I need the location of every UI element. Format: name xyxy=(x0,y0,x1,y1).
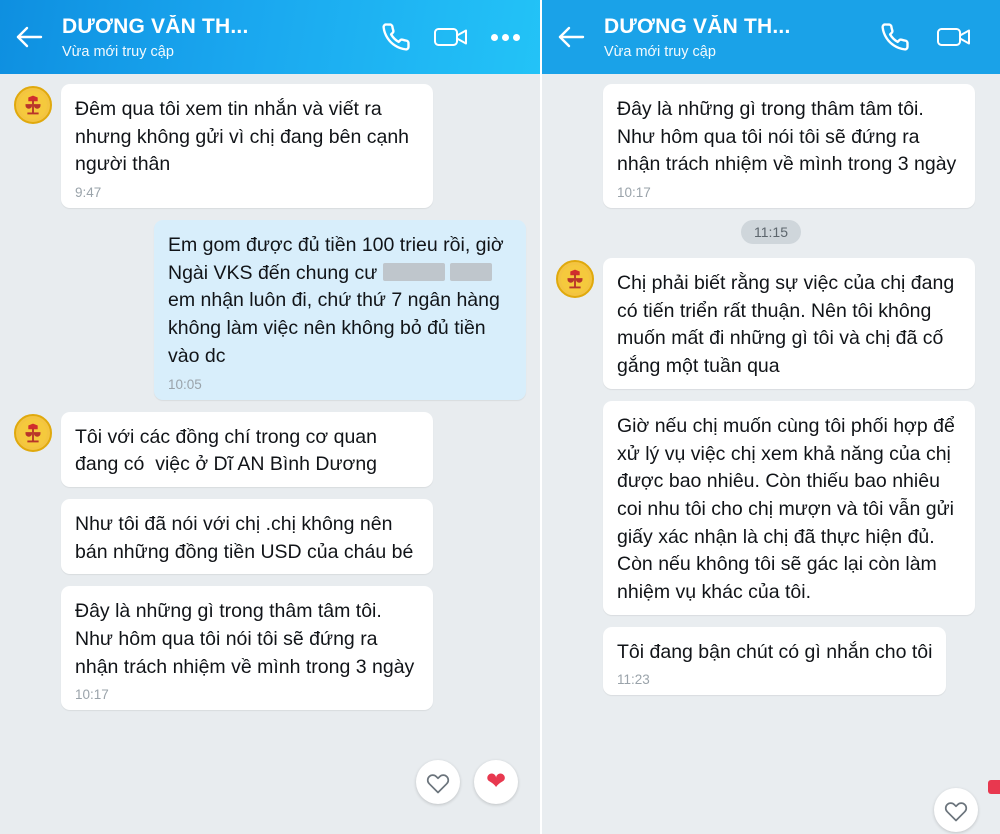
contact-status: Vừa mới truy cập xyxy=(604,43,716,60)
message-text-part1: Em gom được đủ tiền 100 trieu rồi, giờ Ngài VKS đến chung cư xyxy=(168,234,510,284)
avatar xyxy=(14,414,52,452)
message-row xyxy=(556,401,986,615)
message-row xyxy=(14,220,526,399)
redacted-block xyxy=(383,263,445,281)
message-text: Giờ nếu chị muốn cùng tôi phối hợp để xử lý vụ việc chị xem khả năng của chị được bao nhiêu. Còn thiếu bao nhiêu coi nhu tôi cho chị mượn và tôi vẫn gửi giấy xác nhận là chị đã thực hiện đủ. Còn nếu không tôi sẽ gác lại còn làm nhiệm vụ khác của tôi. xyxy=(617,414,961,603)
message-time: 9:47 xyxy=(75,185,102,201)
reaction-buttons xyxy=(934,788,978,832)
message-text: Như tôi đã nói với chị .chị không nên bán những đồng tiền USD của cháu bé xyxy=(75,512,414,563)
message-row xyxy=(556,84,986,208)
message-text: Tôi với các đồng chí trong cơ quan đang có việc ở Dĩ AN Bình Dương xyxy=(75,425,383,476)
back-arrow-icon[interactable] xyxy=(556,25,596,49)
message-row xyxy=(14,84,526,208)
more-options-icon[interactable] xyxy=(491,34,520,41)
left-chat-header xyxy=(0,0,540,74)
left-header-actions xyxy=(381,22,526,52)
right-header-titles xyxy=(596,15,880,60)
message-bubble[interactable] xyxy=(603,401,975,615)
edge-reaction-marker xyxy=(988,780,1000,794)
heart-outline-icon[interactable] xyxy=(934,788,978,832)
right-phone-screen xyxy=(542,0,1000,834)
video-camera-icon[interactable] xyxy=(433,24,469,50)
heart-glyph: ❤ xyxy=(485,768,507,795)
reaction-buttons xyxy=(416,760,518,804)
video-camera-icon[interactable] xyxy=(936,24,972,50)
message-bubble[interactable] xyxy=(61,499,433,574)
message-text: Đây là những gì trong thâm tâm tôi. Như hôm qua tôi nói tôi sẽ đứng ra nhận trách nhiệm về mình trong 3 ngày xyxy=(75,600,415,678)
message-row xyxy=(556,627,986,696)
left-header-titles xyxy=(54,15,381,60)
message-bubble[interactable] xyxy=(603,258,975,389)
message-bubble-outgoing[interactable] xyxy=(154,220,526,399)
phone-icon[interactable] xyxy=(381,22,411,52)
message-time: 10:17 xyxy=(617,185,651,201)
right-message-list[interactable] xyxy=(542,74,1000,834)
phone-icon[interactable] xyxy=(880,22,910,52)
message-text: Đây là những gì trong thâm tâm tôi. Như hôm qua tôi nói tôi sẽ đứng ra nhận trách nhiệm về mình trong 3 ngày xyxy=(617,98,957,176)
message-bubble[interactable] xyxy=(603,84,975,208)
message-bubble[interactable] xyxy=(61,586,433,710)
contact-status: Vừa mới truy cập xyxy=(62,43,174,60)
message-row xyxy=(14,412,526,487)
message-row xyxy=(556,258,986,389)
redacted-block xyxy=(450,263,492,281)
message-row xyxy=(14,499,526,574)
message-bubble[interactable] xyxy=(61,84,433,208)
timestamp-divider xyxy=(556,220,986,244)
left-message-list[interactable] xyxy=(0,74,540,834)
heart-outline-icon[interactable] xyxy=(416,760,460,804)
avatar xyxy=(14,86,52,124)
message-time: 11:23 xyxy=(617,672,650,688)
message-row xyxy=(14,586,526,710)
avatar xyxy=(556,260,594,298)
heart-filled-icon[interactable] xyxy=(474,760,518,804)
message-bubble[interactable] xyxy=(603,627,946,696)
message-time: 10:17 xyxy=(75,687,109,703)
message-text xyxy=(168,232,512,370)
message-time: 10:05 xyxy=(168,376,202,392)
message-bubble[interactable] xyxy=(61,412,433,487)
contact-name: DƯƠNG VĂN TH... xyxy=(62,14,249,38)
message-text: Chị phải biết rằng sự việc của chị đang có tiến triển rất thuận. Nên tôi không muốn mất đi những gì tôi và chị đã cố gắng một tuần qua xyxy=(617,272,960,378)
right-header-actions xyxy=(880,22,986,52)
back-arrow-icon[interactable] xyxy=(14,25,54,49)
timestamp-divider-label: 11:15 xyxy=(741,220,801,244)
message-text: Đêm qua tôi xem tin nhắn và viết ra nhưng không gửi vì chị đang bên cạnh người thân xyxy=(75,98,415,176)
contact-name: DƯƠNG VĂN TH... xyxy=(604,14,791,38)
message-text: Tôi đang bận chút có gì nhắn cho tôi xyxy=(617,640,933,663)
message-text-part2: em nhận luôn đi, chứ thứ 7 ngân hàng không làm việc nên không bỏ đủ tiền vào dc xyxy=(168,261,506,367)
right-chat-header xyxy=(542,0,1000,74)
